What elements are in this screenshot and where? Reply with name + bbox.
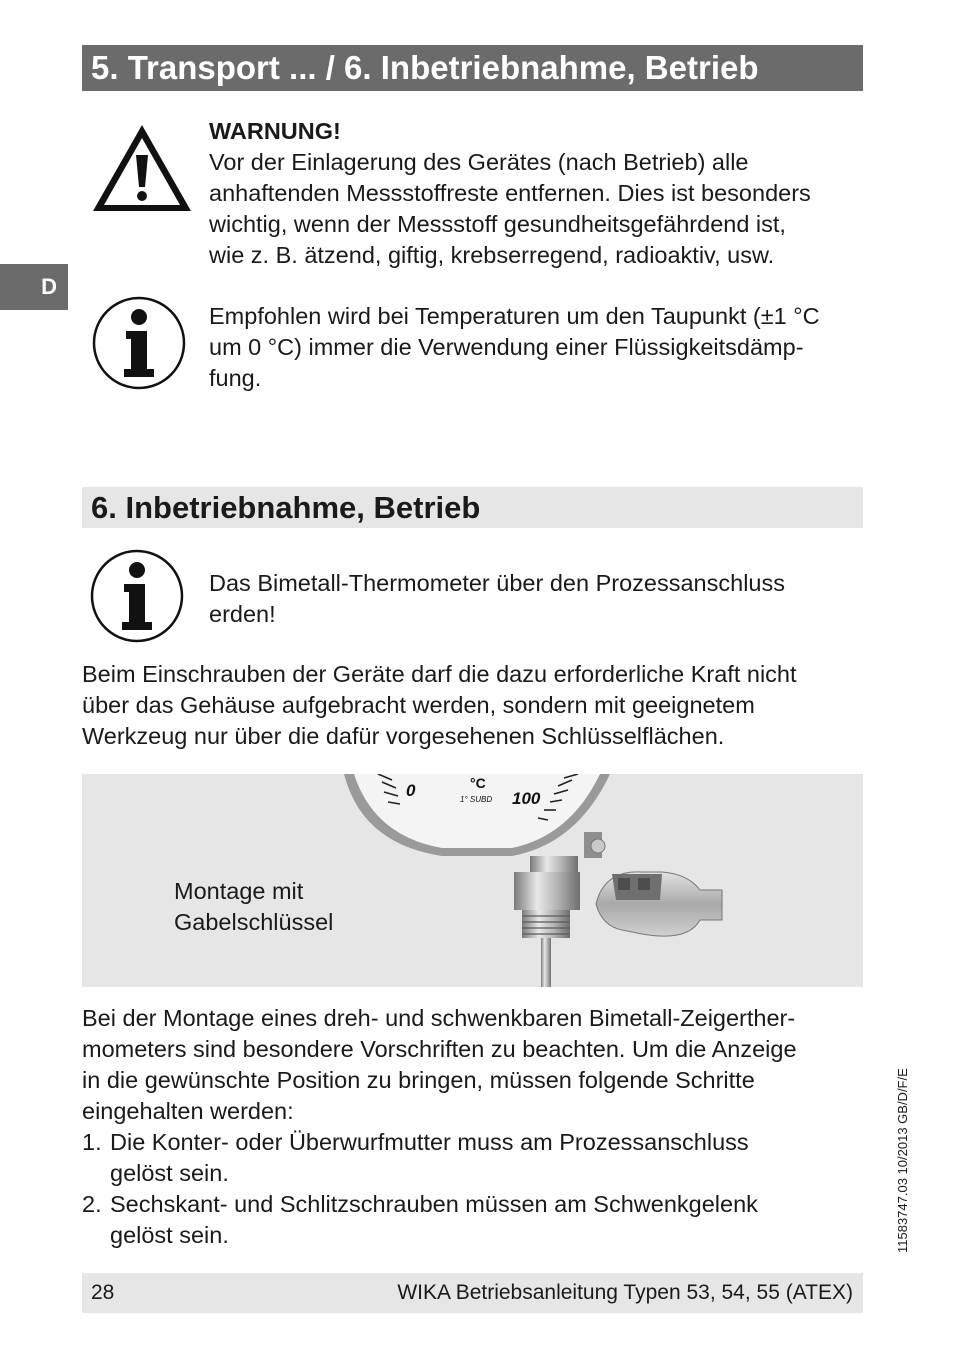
dial-label-hundred: 100 [512, 789, 541, 808]
info-line: Empfohlen wird bei Temperaturen um den Taupunkt (±1 °C [209, 303, 820, 329]
warning-line: anhaftenden Messstoffreste entfernen. Dies ist besonders [209, 180, 811, 206]
caption-line: Montage mit [174, 878, 304, 904]
steps-list [82, 1127, 872, 1251]
thermometer-with-wrench-illustration [82, 774, 863, 987]
step-line: gelöst sein. [110, 1160, 229, 1186]
info-line: fung. [209, 365, 262, 391]
dial-label-zero: 0 [406, 781, 416, 800]
swivel-paragraph [82, 1003, 872, 1127]
language-tab: D [0, 264, 68, 310]
info-text-dew-point [209, 301, 869, 394]
section-title: 6. Inbetriebnahme, Betrieb [82, 487, 863, 528]
info-icon [89, 548, 185, 644]
paragraph-line: Werkzeug nur über die dafür vorgesehenen Schlüsselflächen. [82, 723, 725, 749]
page-number: 28 [91, 1281, 115, 1304]
warning-triangle-icon [89, 121, 195, 215]
caption-line: Gabelschlüssel [174, 909, 334, 935]
info-line: um 0 °C) immer die Verwendung einer Flüssigkeitsdämp- [209, 334, 804, 360]
step-line: gelöst sein. [110, 1222, 229, 1248]
warning-line: wichtig, wenn der Messstoff gesundheitsgefährdend ist, [209, 211, 786, 237]
paragraph-line: eingehalten werden: [82, 1098, 294, 1124]
paragraph-line: in die gewünschte Position zu bringen, müssen folgende Schritte [82, 1067, 755, 1093]
mounting-figure [82, 774, 863, 987]
page-title: 5. Transport ... / 6. Inbetriebnahme, Betrieb [82, 45, 863, 91]
document-code: 11583747.03 10/2013 GB/D/F/E [895, 1068, 910, 1253]
warning-text [209, 116, 869, 271]
dial-label-brand: 1° SUBD [460, 795, 493, 804]
footer-doc-title: WIKA Betriebsanleitung Typen 53, 54, 55 (ATEX) [397, 1281, 853, 1304]
paragraph-line: mometers sind besondere Vorschriften zu beachten. Um die Anzeige [82, 1036, 797, 1062]
list-item [82, 1127, 872, 1189]
list-item [82, 1189, 872, 1251]
paragraph-line: über das Gehäuse aufgebracht werden, sondern mit geeignetem [82, 692, 755, 718]
step-number: 1. [82, 1129, 102, 1155]
paragraph-line: Beim Einschrauben der Geräte darf die dazu erforderliche Kraft nicht [82, 661, 797, 687]
paragraph-line: Bei der Montage eines dreh- und schwenkbaren Bimetall-Zeigerther- [82, 1005, 796, 1031]
info-text-grounding [209, 568, 869, 630]
warning-title: WARNUNG! [209, 118, 341, 144]
dial-label-unit: °C [470, 775, 486, 791]
info-line: erden! [209, 601, 276, 627]
step-number: 2. [82, 1191, 102, 1217]
info-line: Das Bimetall-Thermometer über den Prozessanschluss [209, 570, 785, 596]
info-icon [91, 295, 187, 391]
mounting-paragraph [82, 659, 872, 752]
page-footer [82, 1273, 863, 1313]
step-line: Sechskant- und Schlitzschrauben müssen am Schwenkgelenk [110, 1191, 758, 1217]
warning-line: Vor der Einlagerung des Gerätes (nach Betrieb) alle [209, 149, 749, 175]
step-line: Die Konter- oder Überwurfmutter muss am Prozessanschluss [110, 1129, 749, 1155]
warning-line: wie z. B. ätzend, giftig, krebserregend, radioaktiv, usw. [209, 242, 775, 268]
